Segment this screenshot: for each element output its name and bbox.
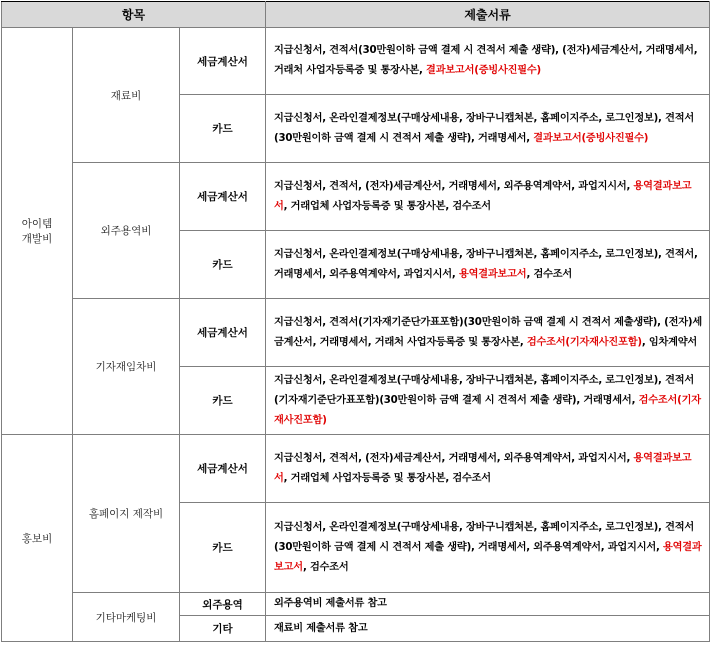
item-materials: 재료비 — [73, 28, 180, 163]
documents-cell — [266, 95, 710, 163]
item-outsourcing: 외주용역비 — [73, 163, 180, 299]
documents-cell — [266, 231, 710, 299]
method-cell: 카드 — [180, 367, 266, 435]
method-cell: 세금계산서 — [180, 435, 266, 503]
method-cell: 세금계산서 — [180, 28, 266, 95]
documents-cell — [266, 616, 710, 642]
item-homepage: 홈페이지 제작비 — [73, 435, 180, 593]
document-text: , 거래업체 사업자등록증 및 통장사본, 검수조서 — [283, 200, 491, 212]
method-cell: 카드 — [180, 231, 266, 299]
highlighted-document-text: 용역결과보고서 — [274, 541, 702, 573]
highlighted-document-text: 결과보고서(증빙사진필수) — [426, 65, 542, 76]
category-item-development: 아이템 개발비 — [2, 28, 73, 435]
highlighted-document-text: 검수조서(기자재사진포함) — [274, 394, 701, 426]
table-row — [2, 163, 710, 231]
highlighted-document-text: 결과보고서(증빙사진필수) — [533, 132, 649, 144]
highlighted-document-text: 검수조서(기자재사진포함) — [526, 336, 642, 348]
documents-cell — [266, 593, 710, 616]
document-text: , 임차계약서 — [641, 336, 698, 348]
document-text: 지급신청서, 온라인결제정보(구매상세내용, 장바구니캡쳐본, 홈페이지주소, 로그인정보), 견적서(기자재기준단가표포함)(30만원이하 금액 결제 시 견적서 제출 생략), 거래명세서, — [274, 374, 694, 406]
document-text: 지급신청서, 견적서(30만원이하 금액 결제 시 견적서 제출 생략), (전자)세금계산서, 거래명세서, 거래처 사업자등록증 및 통장사본, — [274, 45, 698, 76]
documents-cell — [266, 503, 710, 593]
table-row — [2, 435, 710, 503]
document-text: 지급신청서, 온라인결제정보(구매상세내용, 장바구니캡쳐본, 홈페이지주소, 로그인정보), 견적서, 거래명세서, 외주용역계약서, 과업지시서, — [274, 248, 698, 280]
document-text: , 검수조서 — [302, 561, 349, 573]
method-cell: 카드 — [180, 503, 266, 593]
document-text: 지급신청서, 온라인결제정보(구매상세내용, 장바구니캡쳐본, 홈페이지주소, 로그인정보), 견적서(30만원이하 금액 결제 시 견적서 제출 생략), 거래명세서, 외주용역계약서, 과업지시서, — [274, 521, 694, 553]
header-item: 항목 — [2, 2, 266, 28]
documents-cell — [266, 163, 710, 231]
method-cell: 카드 — [180, 95, 266, 163]
document-text: 재료비 제출서류 참고 — [274, 622, 368, 634]
documents-cell — [266, 299, 710, 367]
highlighted-document-text: 용역결과보고서 — [458, 268, 527, 280]
method-cell: 기타 — [180, 616, 266, 642]
document-text: , 검수조서 — [526, 268, 573, 280]
table-row — [2, 28, 710, 95]
table-row — [2, 299, 710, 367]
documents-cell — [266, 367, 710, 435]
documents-cell — [266, 28, 710, 95]
document-text: , 거래업체 사업자등록증 및 통장사본, 검수조서 — [283, 472, 491, 484]
highlighted-document-text: 용역결과보고서 — [274, 452, 692, 484]
item-equipment-rental: 기자재임차비 — [73, 299, 180, 435]
documents-cell — [266, 435, 710, 503]
document-text: 외주용역비 제출서류 참고 — [274, 598, 387, 609]
header-documents: 제출서류 — [266, 2, 710, 28]
method-cell: 세금계산서 — [180, 163, 266, 231]
document-text: 지급신청서, 견적서, (전자)세금계산서, 거래명세서, 외주용역계약서, 과업지시서, — [274, 452, 634, 464]
document-text: 지급신청서, 견적서, (전자)세금계산서, 거래명세서, 외주용역계약서, 과업지시서, — [274, 180, 634, 192]
submission-documents-table — [1, 1, 710, 642]
document-text: 지급신청서, 견적서(기자재기준단가표포함)(30만원이하 금액 결제 시 견적서 제출생략), (전자)세금계산서, 거래명세서, 거래처 사업자등록증 및 통장사본, — [274, 316, 702, 348]
document-text: 지급신청서, 온라인결제정보(구매상세내용, 장바구니캡쳐본, 홈페이지주소, 로그인정보), 견적서(30만원이하 금액 결제 시 견적서 제출 생략), 거래명세서, — [274, 112, 694, 144]
method-cell: 세금계산서 — [180, 299, 266, 367]
item-other-marketing: 기타마케팅비 — [73, 593, 180, 642]
table-row — [2, 593, 710, 616]
category-promotion: 홍보비 — [2, 435, 73, 642]
method-cell: 외주용역 — [180, 593, 266, 616]
highlighted-document-text: 용역결과보고서 — [274, 180, 692, 212]
header-row — [2, 2, 710, 28]
